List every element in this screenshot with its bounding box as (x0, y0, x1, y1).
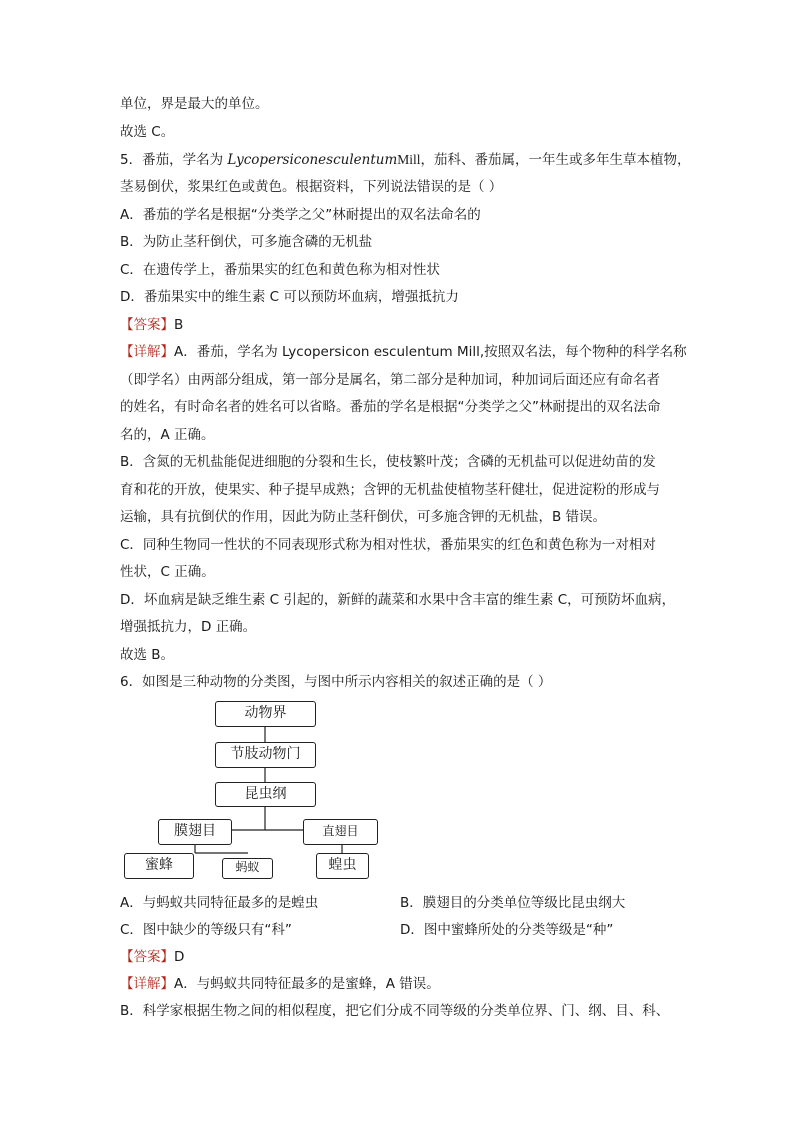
question-5-suffix: ，茄科、番茄属，一年生或多年生草本植物， (420, 152, 691, 168)
detail-tag: 【详解】 (120, 344, 174, 360)
question-5-prefix: 5．番茄，学名为 (120, 152, 228, 168)
question-6-option-b: B．膜翅目的分类单位等级比昆虫纲大 (400, 895, 626, 911)
text-line: 故选 C。 (120, 124, 175, 140)
detail-6-line-1 (120, 974, 440, 994)
detail-5-line: C．同种生物同一性状的不同表现形式称为相对性状，番茄果实的红色和黄色称为一对相对 (120, 537, 656, 553)
phylum-box: 节肢动物门 (215, 742, 316, 768)
question-5-option-b: B．为防止茎秆倒伏，可多施含磷的无机盐 (120, 234, 373, 250)
detail-5-line: 性状，C 正确。 (120, 564, 215, 580)
detail-5-line: 增强抵抗力，D 正确。 (120, 619, 257, 635)
detail-text: A．与蚂蚁共同特征最多的是蜜蜂，A 错误。 (174, 976, 440, 992)
detail-6-line: B．科学家根据生物之间的相似程度，把它们分成不同等级的分类单位界、门、纲、目、科、 (120, 1003, 670, 1019)
detail-5-line: D．坏血病是缺乏维生素 C 引起的，新鲜的蔬菜和水果中含丰富的维生素 C，可预防坏血病， (120, 592, 676, 608)
detail-tag: 【详解】 (120, 976, 174, 992)
ant-box: 蚂蚁 (222, 858, 273, 879)
question-6-option-a: A．与蚂蚁共同特征最多的是蝗虫 (120, 895, 319, 911)
detail-5-line: 名的，A 正确。 (120, 427, 215, 443)
answer-6 (120, 947, 184, 967)
detail-text: A．番茄，学名为 Lycopersicon esculentum Mill,按照双名法，每个物种的科学名称 (174, 344, 687, 360)
question-5-option-c: C．在遗传学上，番茄果实的红色和黄色称为相对性状 (120, 262, 440, 278)
answer-5 (120, 315, 183, 335)
kingdom-box: 动物界 (215, 701, 316, 727)
detail-5-line-1 (120, 342, 687, 362)
scientific-name: Lycopersiconesculentum (227, 152, 398, 168)
order-box-right: 直翅目 (303, 819, 378, 845)
scientific-name-author: Mill (397, 152, 421, 167)
detail-5-line: B．含氮的无机盐能促进细胞的分裂和生长，使枝繁叶茂；含磷的无机盐可以促进幼苗的发 (120, 454, 656, 470)
order-box-left: 膜翅目 (158, 819, 232, 845)
detail-5-line: （即学名）由两部分组成，第一部分是属名，第二部分是种加词，种加词后面还应有命名者 (120, 372, 660, 388)
text-line: 单位，界是最大的单位。 (120, 96, 269, 112)
question-5-option-d: D．番茄果实中的维生素 C 可以预防坏血病，增强抵抗力 (120, 289, 459, 305)
answer-tag: 【答案】 (120, 317, 174, 333)
question-5-line-1 (120, 150, 691, 170)
class-box: 昆虫纲 (215, 782, 316, 807)
detail-5-line: 运输，具有抗倒伏的作用，因此为防止茎秆倒伏，可多施含钾的无机盐，B 错误。 (120, 509, 607, 525)
question-6-option-d: D．图中蜜蜂所处的分类等级是“种” (400, 922, 614, 938)
detail-5-line: 育和花的开放，使果实、种子提早成熟；含钾的无机盐使植物茎秆健壮，促进淀粉的形成与 (120, 482, 660, 498)
question-5-option-a: A．番茄的学名是根据“分类学之父”林耐提出的双名法命名的 (120, 207, 481, 223)
answer-value: D (174, 949, 185, 965)
answer-value: B (174, 317, 184, 333)
locust-box: 蝗虫 (316, 853, 369, 879)
detail-5-line: 的姓名，有时命名者的姓名可以省略。番茄的学名是根据“分类学之父”林耐提出的双名法命 (120, 399, 661, 415)
question-6-option-c: C．图中缺少的等级只有“科” (120, 922, 292, 938)
question-6-stem: 6．如图是三种动物的分类图，与图中所示内容相关的叙述正确的是（ ） (120, 674, 552, 690)
answer-tag: 【答案】 (120, 949, 174, 965)
detail-5-line: 故选 B。 (120, 647, 175, 663)
bee-box: 蜜蜂 (124, 853, 194, 879)
question-5-line-2: 茎易倒伏，浆果红色或黄色。根据资料，下列说法错误的是（ ） (120, 179, 503, 195)
